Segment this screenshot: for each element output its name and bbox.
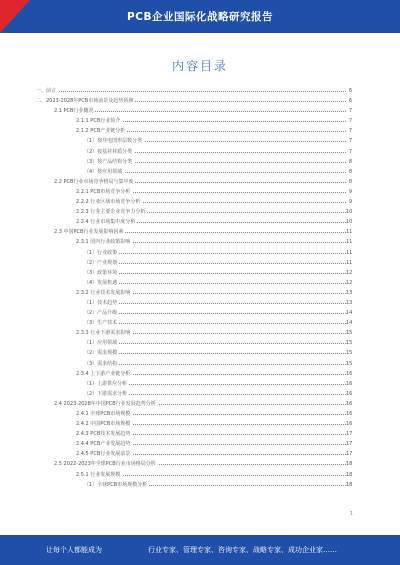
toc-entry-page: 7 [348,108,352,115]
toc-entry[interactable] [36,288,352,298]
toc-leader-dots [84,273,346,274]
toc-entry[interactable] [36,136,352,146]
toc-entry[interactable] [36,480,352,490]
toc-entry[interactable] [36,258,352,268]
toc-leader-dots [84,263,346,264]
toc-entry-label: （3）生产技术 [84,318,119,328]
toc-entry-page: 18 [346,481,353,488]
toc-entry-label: （3）政策环境 [84,268,119,278]
toc-entry-page: 10 [346,219,353,226]
table-of-contents [36,86,352,490]
toc-entry[interactable] [36,177,352,187]
toc-entry-page: 11 [346,239,353,246]
toc-title: 内容目录 [171,59,228,73]
page-number: 1 [349,511,353,517]
toc-entry-page: 13 [346,289,353,296]
toc-entry-label: 2.2.1 PCB市场竞争分析 [76,187,132,197]
toc-entry-page: 11 [346,259,353,266]
toc-entry-label: 2.3.1 国内行业政策影响 [76,237,132,247]
toc-entry-label: 2.3.4 上下游产业链分析 [76,369,132,379]
toc-entry-page: 6 [348,98,352,105]
toc-entry-label: （2）产品升级 [84,308,119,318]
toc-entry[interactable] [36,328,352,338]
toc-entry[interactable] [36,268,352,278]
toc-entry-page: 15 [346,350,353,357]
toc-entry[interactable] [36,278,352,288]
toc-entry[interactable] [36,86,352,96]
footer-tagline: 行业专家、管理专家、咨询专家、战略专家、成功企业家…… [148,546,337,554]
page-header [0,0,400,33]
toc-entry-page: 9 [348,188,352,195]
toc-entry[interactable] [36,369,352,379]
toc-entry[interactable] [36,126,352,136]
toc-leader-dots [54,111,346,112]
toc-entry[interactable] [36,338,352,348]
toc-leader-dots [84,364,346,365]
toc-entry[interactable] [36,227,352,237]
toc-entry-label: 2.3.2 行业技术发展影响 [76,288,132,298]
toc-entry-label: 2.2.2 行业区域市场竞争分析 [76,197,142,207]
toc-entry-label: （2）下游需求分析 [84,389,129,399]
toc-entry-page: 17 [346,441,353,448]
toc-entry[interactable] [36,106,352,116]
toc-entry[interactable] [36,429,352,439]
toc-entry-page: 10 [346,209,353,216]
toc-entry-label: 2.5.1 行业发展规模 [76,470,122,480]
toc-entry-page: 13 [346,299,353,306]
footer-slogan: 让每个人都能成为 [46,546,102,554]
toc-entry-page: 16 [346,400,353,407]
toc-leader-dots [84,313,346,314]
toc-entry-page: 16 [346,421,353,428]
toc-entry[interactable] [36,439,352,449]
toc-entry-label: 2.4.5 PCB行业发展前景 [76,449,132,459]
toc-entry-page: 8 [348,168,352,175]
toc-entry-page: 17 [346,431,353,438]
toc-entry[interactable] [36,298,352,308]
toc-entry-page: 18 [346,461,353,468]
toc-entry-label: 一、前言 [36,86,58,96]
toc-entry[interactable] [36,197,352,207]
toc-entry-label: 2.1 PCB行业概况 [54,106,95,116]
toc-entry-label: （4）发展机遇 [84,278,119,288]
toc-entry-label: 2.4.2 中国PCB市场规模 [76,419,132,429]
toc-entry-page: 8 [348,158,352,165]
toc-entry-label: 2.1.2 PCB产业链分析 [76,126,127,136]
toc-entry-page: 7 [348,138,352,145]
toc-entry[interactable] [36,116,352,126]
toc-entry[interactable] [36,419,352,429]
toc-leader-dots [84,343,346,344]
toc-entry[interactable] [36,157,352,167]
toc-entry-label: （1）全球PCB市场规模分析 [84,480,149,490]
toc-entry-label: （1）技术趋势 [84,298,119,308]
toc-entry[interactable] [36,389,352,399]
toc-entry-page: 16 [346,370,353,377]
toc-entry-page: 12 [346,269,353,276]
toc-entry-page: 11 [346,249,353,256]
toc-entry-label: （2）需求规模 [84,348,119,358]
toc-entry-label: （3）按产品结构分类 [84,157,134,167]
toc-entry[interactable] [36,348,352,358]
toc-entry-label: （3）需求结构 [84,359,119,369]
toc-entry[interactable] [36,470,352,480]
toc-entry-label: 2.2.4 行业市场集中度分析 [76,217,137,227]
toc-entry-label: 二、2023-2028年PCB市场前景及趋势预测 [36,96,135,106]
toc-entry-label: （2）按基材材质分类 [84,147,134,157]
toc-entry-page: 9 [348,199,352,206]
toc-leader-dots [84,303,346,304]
toc-entry-page: 8 [348,178,352,185]
toc-entry[interactable] [36,379,352,389]
toc-leader-dots [84,253,346,254]
toc-entry-label: 2.4.3 PCB技术发展趋势 [76,429,132,439]
toc-entry-page: 18 [346,471,353,478]
toc-entry-label: 2.3.3 行业下游需求影响 [76,328,132,338]
toc-entry-page: 7 [348,128,352,135]
toc-entry[interactable] [36,409,352,419]
toc-entry-label: （2）产业规划 [84,258,119,268]
toc-entry-page: 14 [346,310,353,317]
toc-entry[interactable] [36,147,352,157]
toc-entry-page: 15 [346,360,353,367]
toc-entry[interactable] [36,359,352,369]
toc-entry-page: 15 [346,340,353,347]
toc-entry-label: 2.2 PCB行业市场竞争格局与集中度 [54,177,135,187]
toc-entry-label: 2.4.4 PCB产业发展趋势 [76,439,132,449]
toc-entry-label: （1）上游供应分析 [84,379,129,389]
toc-entry[interactable] [36,217,352,227]
toc-leader-dots [36,91,346,92]
page-footer [0,535,400,565]
toc-entry[interactable] [36,459,352,469]
toc-entry-page: 7 [348,148,352,155]
toc-entry[interactable] [36,207,352,217]
toc-entry-page: 14 [346,320,353,327]
toc-entry[interactable] [36,248,352,258]
toc-entry[interactable] [36,96,352,106]
toc-entry[interactable] [36,167,352,177]
toc-leader-dots [84,323,346,324]
toc-entry-label: 2.2.3 行业主要企业竞争力分析 [76,207,147,217]
toc-leader-dots [84,283,346,284]
toc-entry-label: 2.1.1 PCB行业简介 [76,116,122,126]
toc-entry[interactable] [36,399,352,409]
toc-entry-page: 12 [346,279,353,286]
toc-entry[interactable] [36,308,352,318]
toc-entry[interactable] [36,237,352,247]
report-title: PCB企业国际化战略研究报告 [127,11,273,23]
toc-entry-page: 17 [346,451,353,458]
toc-entry-page: 16 [346,390,353,397]
toc-entry-label: 2.3 中国PCB行业发展影响因素 [54,227,125,237]
toc-entry-page: 6 [348,88,352,94]
toc-entry[interactable] [36,318,352,328]
toc-entry[interactable] [36,187,352,197]
toc-entry-label: （4）按应用领域 [84,167,124,177]
toc-entry-page: 15 [346,330,353,337]
toc-entry-page: 11 [346,229,353,236]
toc-entry-label: 2.5 2022-2023年全球PCB行业市场格局分析 [54,459,158,469]
toc-entry-label: （1）按导电图形层数分类 [84,136,144,146]
toc-entry-label: （1）行业政策 [84,248,119,258]
toc-entry-page: 7 [348,118,352,125]
toc-entry-label: （1）应用领域 [84,338,119,348]
toc-entry[interactable] [36,449,352,459]
toc-entry-label: 2.4.1 全球PCB市场规模 [76,409,132,419]
toc-leader-dots [84,353,346,354]
toc-entry-page: 16 [346,411,353,417]
toc-entry-page: 16 [346,380,353,387]
toc-entry-label: 2.4 2023-2028年中国PCB行业发展趋势分析 [54,399,158,409]
